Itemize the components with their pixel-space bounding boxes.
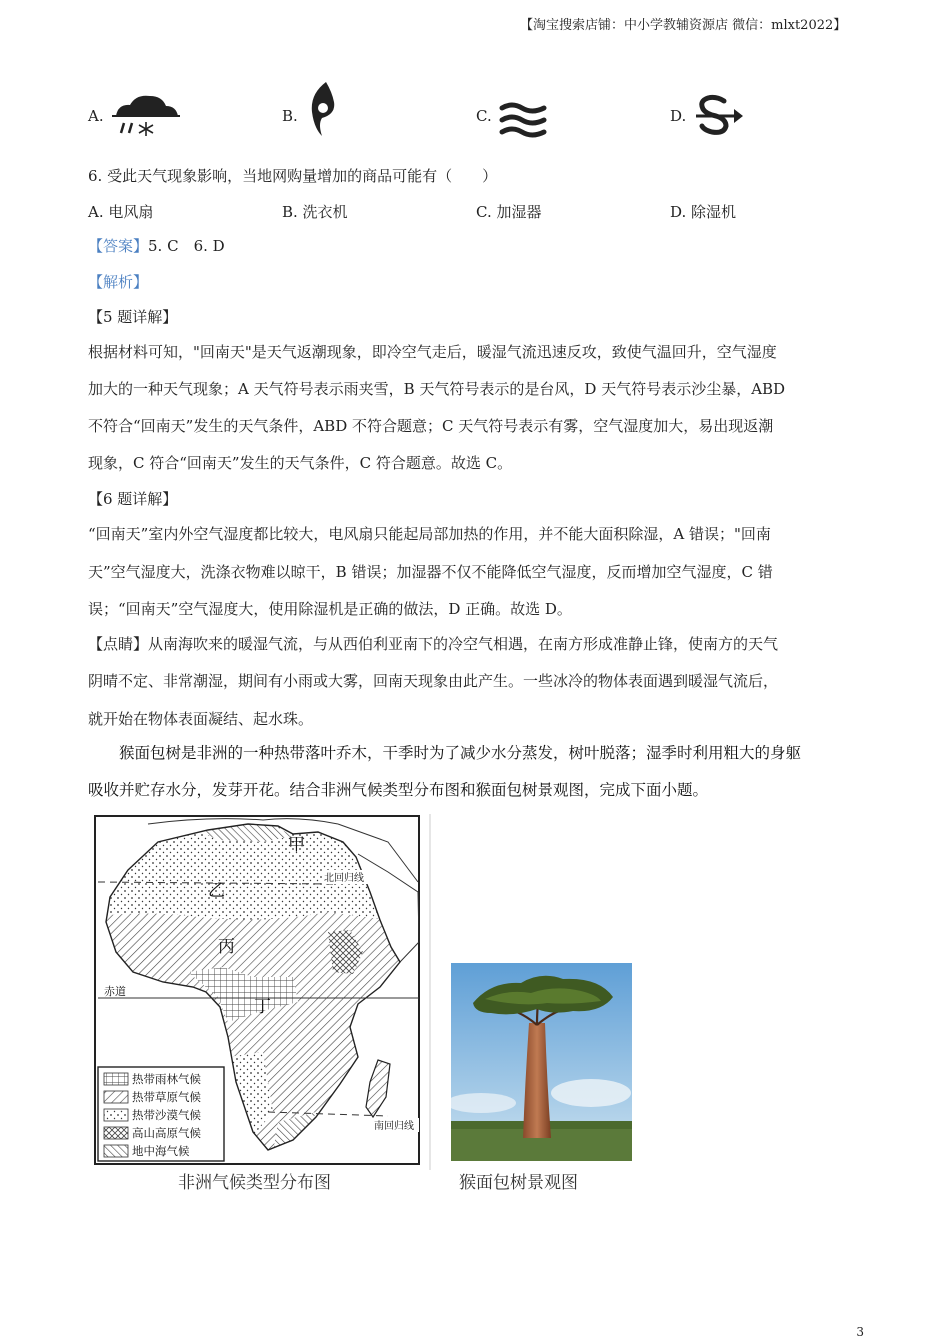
map-label-tropic-north: 北回归线 — [324, 873, 364, 884]
sandstorm-icon — [694, 94, 744, 138]
map-label-bing: 丙 — [218, 937, 235, 957]
legend-item: 高山高原气候 — [132, 1126, 201, 1140]
option-b-label: B. — [282, 107, 298, 125]
tip-line: 就开始在物体表面凝结、起水珠。 — [88, 710, 314, 728]
baobab-photo — [451, 963, 632, 1161]
map-label-ding: 丁 — [254, 997, 271, 1017]
map-label-equator: 赤道 — [104, 985, 126, 998]
q6-detail-line: 误；“回南天”空气湿度大，使用除湿机是正确的做法，D 正确。故选 D。 — [88, 600, 572, 618]
answer-label: 【答案】 — [88, 237, 149, 255]
q6-detail-line: 天”空气湿度大，洗涤衣物难以晾干，B 错误；加湿器不仅不能降低空气湿度，反而增加空气湿度，C 错 — [88, 563, 773, 581]
q6-detail-title: 【6 题详解】 — [88, 490, 178, 508]
question-6-stem: 6. 受此天气现象影响，当地网购量增加的商品可能有（ ） — [88, 167, 498, 185]
map-legend — [98, 1067, 224, 1161]
typhoon-icon — [304, 80, 338, 138]
q6-option-a: A. 电风扇 — [88, 203, 154, 221]
answer-line — [88, 236, 868, 256]
q6-detail-line: “回南天”室内外空气湿度都比较大，电风扇只能起局部加热的作用，并不能大面积除湿，A 错误；"回南 — [88, 525, 771, 543]
legend-item: 热带雨林气候 — [132, 1072, 201, 1086]
tip-text: 从南海吹来的暖湿气流，与从西伯利亚南下的冷空气相遇，在南方形成准静止锋，使南方的天气 — [148, 635, 779, 653]
passage-line: 吸收并贮存水分，发芽开花。结合非洲气候类型分布图和猴面包树景观图，完成下面小题。 — [88, 781, 709, 799]
map-label-yi: 乙 — [208, 881, 225, 901]
legend-item: 热带草原气候 — [132, 1090, 201, 1104]
legend-item: 地中海气候 — [132, 1144, 190, 1158]
q5-detail-line: 不符合“回南天”发生的天气条件，ABD 不符合题意；C 天气符号表示有雾，空气湿度加大，易出现返潮 — [88, 417, 774, 435]
q6-option-d: D. 除湿机 — [670, 203, 737, 221]
q5-detail-title: 【5 题详解】 — [88, 308, 178, 326]
answer-text: 5. C 6. D — [148, 237, 225, 255]
map-label-jia: 甲 — [288, 835, 305, 855]
q6-option-c: C. 加湿器 — [476, 203, 542, 221]
tip-label: 【点睛】 — [88, 635, 149, 653]
q6-option-b: B. 洗衣机 — [282, 203, 348, 221]
q5-detail-line: 加大的一种天气现象；A 天气符号表示雨夹雪，B 天气符号表示的是台风，D 天气符号表示沙尘暴，ABD — [88, 380, 786, 398]
page-header: 【淘宝搜索店铺：中小学教辅资源店 微信：mlxt2022】 — [520, 18, 847, 33]
page-number: 3 — [856, 1325, 864, 1339]
q5-detail-line: 根据材料可知，"回南天"是天气返潮现象，即冷空气走后，暖湿气流迅速反攻，致使气温回升，空气湿度 — [88, 343, 777, 361]
rain-snow-icon — [110, 92, 182, 140]
passage-line: 猴面包树是非洲的一种热带落叶乔木，干季时为了减少水分蒸发，树叶脱落；湿季时利用粗大的身躯 — [119, 744, 802, 762]
q5-detail-line: 现象，C 符合“回南天”发生的天气条件，C 符合题意。故选 C。 — [88, 454, 513, 472]
map-label-tropic-south: 南回归线 — [374, 1121, 414, 1132]
analysis-label: 【解析】 — [88, 273, 149, 291]
fog-icon — [498, 100, 548, 140]
photo-caption: 猴面包树景观图 — [459, 1173, 578, 1193]
tip-first-line — [88, 634, 868, 654]
africa-climate-map — [88, 812, 433, 1170]
option-a-label: A. — [88, 107, 104, 125]
map-caption: 非洲气候类型分布图 — [178, 1173, 331, 1193]
option-d-label: D. — [670, 107, 687, 125]
legend-item: 热带沙漠气候 — [132, 1108, 201, 1122]
tip-line: 阴晴不定、非常潮湿，期间有小雨或大雾，回南天现象由此产生。一些冰冷的物体表面遇到暖湿气流后， — [88, 672, 779, 690]
option-c-label: C. — [476, 107, 492, 125]
